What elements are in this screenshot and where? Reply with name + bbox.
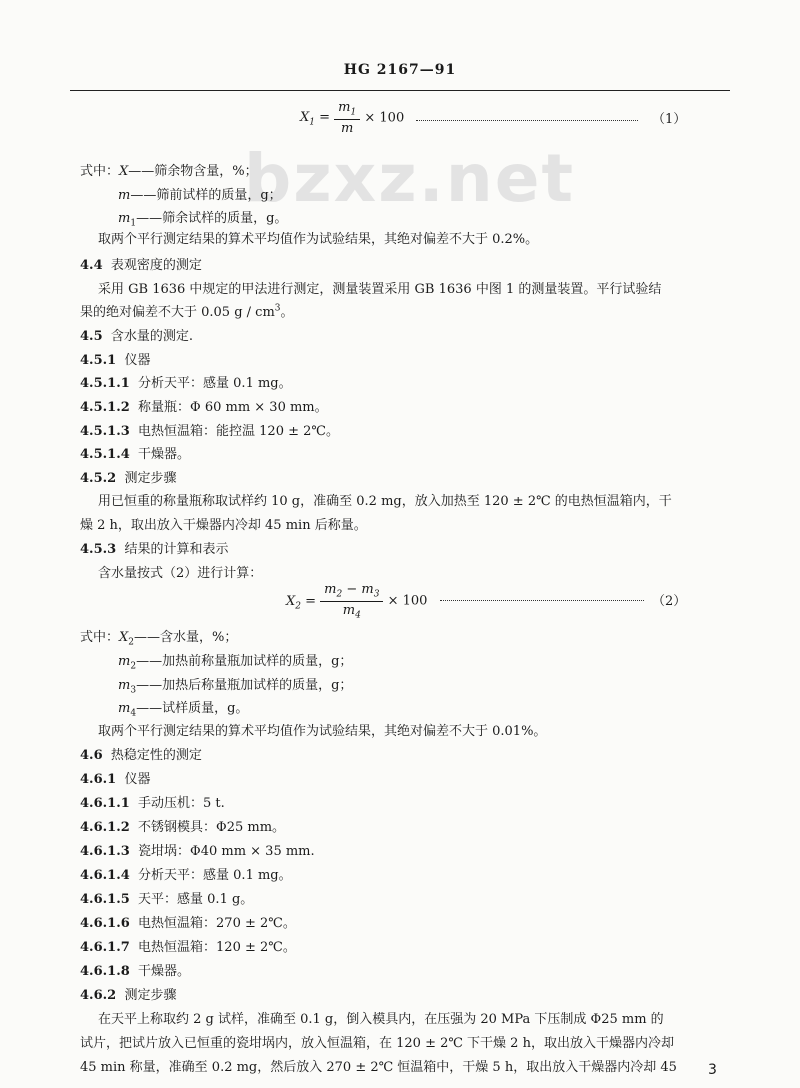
formula-1-times: × 100 <box>364 110 405 126</box>
where-1-row-1: m——筛前试样的质量，g； <box>118 188 282 203</box>
item-4-5-1-1: 4.5.1.1 分析天平：感量 0.1 mg。 <box>80 376 292 391</box>
item-4-5-1-2: 4.5.1.2 称量瓶：Φ 60 mm × 30 mm。 <box>80 400 328 415</box>
item-4-6-1-6: 4.6.1.6 电热恒温箱：270 ± 2℃。 <box>80 916 296 931</box>
where-1-row-2: $m_1——$筛余试样的质量，g。 <box>118 211 288 229</box>
where-2-row-0: 式中：$X_2——$含水量，%； <box>80 630 238 648</box>
section-4-6: 4.6 热稳定性的测定 <box>80 748 202 763</box>
formula-2-lhs: $X_2$ = <box>286 593 317 612</box>
section-4-5-1: 4.5.1 仪器 <box>80 353 151 368</box>
item-4-5-1-3: 4.5.1.3 电热恒温箱：能控温 120 ± 2℃。 <box>80 424 339 439</box>
page-number: 3 <box>708 1062 717 1078</box>
formula-1-fraction: $\frac{m_1}{m}$ <box>334 100 360 136</box>
where-2-row-1: $m_2——$加热前称量瓶加试样的质量，g； <box>118 654 353 672</box>
paragraph-3: 果的绝对偏差不大于 0.05 g / $cm^3$。 <box>80 303 294 320</box>
formula-1-number: （1） <box>652 112 687 127</box>
section-4-5-3: 4.5.3 结果的计算和表示 <box>80 542 229 557</box>
header-rule <box>70 90 730 91</box>
section-4-6-1: 4.6.1 仪器 <box>80 772 151 787</box>
item-4-6-1-7: 4.6.1.7 电热恒温箱：120 ± 2℃。 <box>80 940 296 955</box>
item-4-6-1-1: 4.6.1.1 手动压机：5 t. <box>80 796 225 811</box>
item-4-6-1-4: 4.6.1.4 分析天平：感量 0.1 mg。 <box>80 868 292 883</box>
paragraph-7: 取两个平行测定结果的算术平均值作为试验结果，其绝对偏差不大于 0.01%。 <box>98 724 547 739</box>
paragraph-10: 45 min 称量，准确至 0.2 mg，然后放入 270 ± 2℃ 恒温箱中，干燥 5 h，取出放入干燥器内冷却 45 <box>80 1060 677 1075</box>
formula-2-leader <box>440 600 644 601</box>
where-2-row-2: $m_3——$加热后称量瓶加试样的质量，g； <box>118 678 353 696</box>
section-4-5: 4.5 含水量的测定. <box>80 329 194 344</box>
item-4-6-1-3: 4.6.1.3 瓷坩埚：Φ40 mm × 35 mm. <box>80 844 315 859</box>
section-4-5-2: 4.5.2 测定步骤 <box>80 471 177 486</box>
formula-2-times: × 100 <box>387 593 428 609</box>
paragraph-5: 燥 2 h，取出放入干燥器内冷却 45 min 后称量。 <box>80 518 367 533</box>
paragraph-8: 在天平上称取约 2 g 试样，准确至 0.1 g，倒入模具内，在压强为 20 MPa 下压制成 Φ25 mm 的 <box>98 1012 664 1027</box>
formula-2-number: （2） <box>652 594 687 609</box>
where-2-row-3: $m_4——$试样质量，g。 <box>118 701 249 719</box>
item-4-6-1-2: 4.6.1.2 不锈钢模具：Φ25 mm。 <box>80 820 286 835</box>
section-4-4: 4.4 表观密度的测定 <box>80 258 202 273</box>
page-header: HG 2167—91 <box>343 62 457 78</box>
formula-2 <box>286 582 427 620</box>
watermark: bzxz.net <box>244 140 576 217</box>
paragraph-6: 含水量按式（2）进行计算： <box>98 566 263 581</box>
formula-1 <box>300 100 404 136</box>
paragraph-4: 用已恒重的称量瓶称取试样约 10 g，准确至 0.2 mg，放入加热至 120 ± 2℃ 的电热恒温箱内，干 <box>98 494 672 509</box>
section-4-6-2: 4.6.2 测定步骤 <box>80 988 177 1003</box>
formula-1-leader <box>416 120 638 121</box>
paragraph-1: 取两个平行测定结果的算术平均值作为试验结果，其绝对偏差不大于 0.2%。 <box>98 232 539 247</box>
item-4-5-1-4: 4.5.1.4 干燥器。 <box>80 447 191 462</box>
item-4-6-1-5: 4.6.1.5 天平：感量 0.1 g。 <box>80 892 254 907</box>
where-1-row-0: 式中：X——筛余物含量，%； <box>80 164 258 179</box>
paragraph-9: 试片，把试片放入已恒重的瓷坩埚内，放入恒温箱，在 120 ± 2℃ 下干燥 2 h，取出放入干燥器内冷却 <box>80 1036 674 1051</box>
paragraph-2: 采用 GB 1636 中规定的甲法进行测定，测量装置采用 GB 1636 中图 1 的测量装置。平行试验结 <box>98 282 662 297</box>
formula-1-lhs: $X_1$ = <box>300 110 331 128</box>
item-4-6-1-8: 4.6.1.8 干燥器。 <box>80 964 191 979</box>
formula-2-fraction: $\frac{m_2 - m_3}{m_4}$ <box>320 582 383 620</box>
